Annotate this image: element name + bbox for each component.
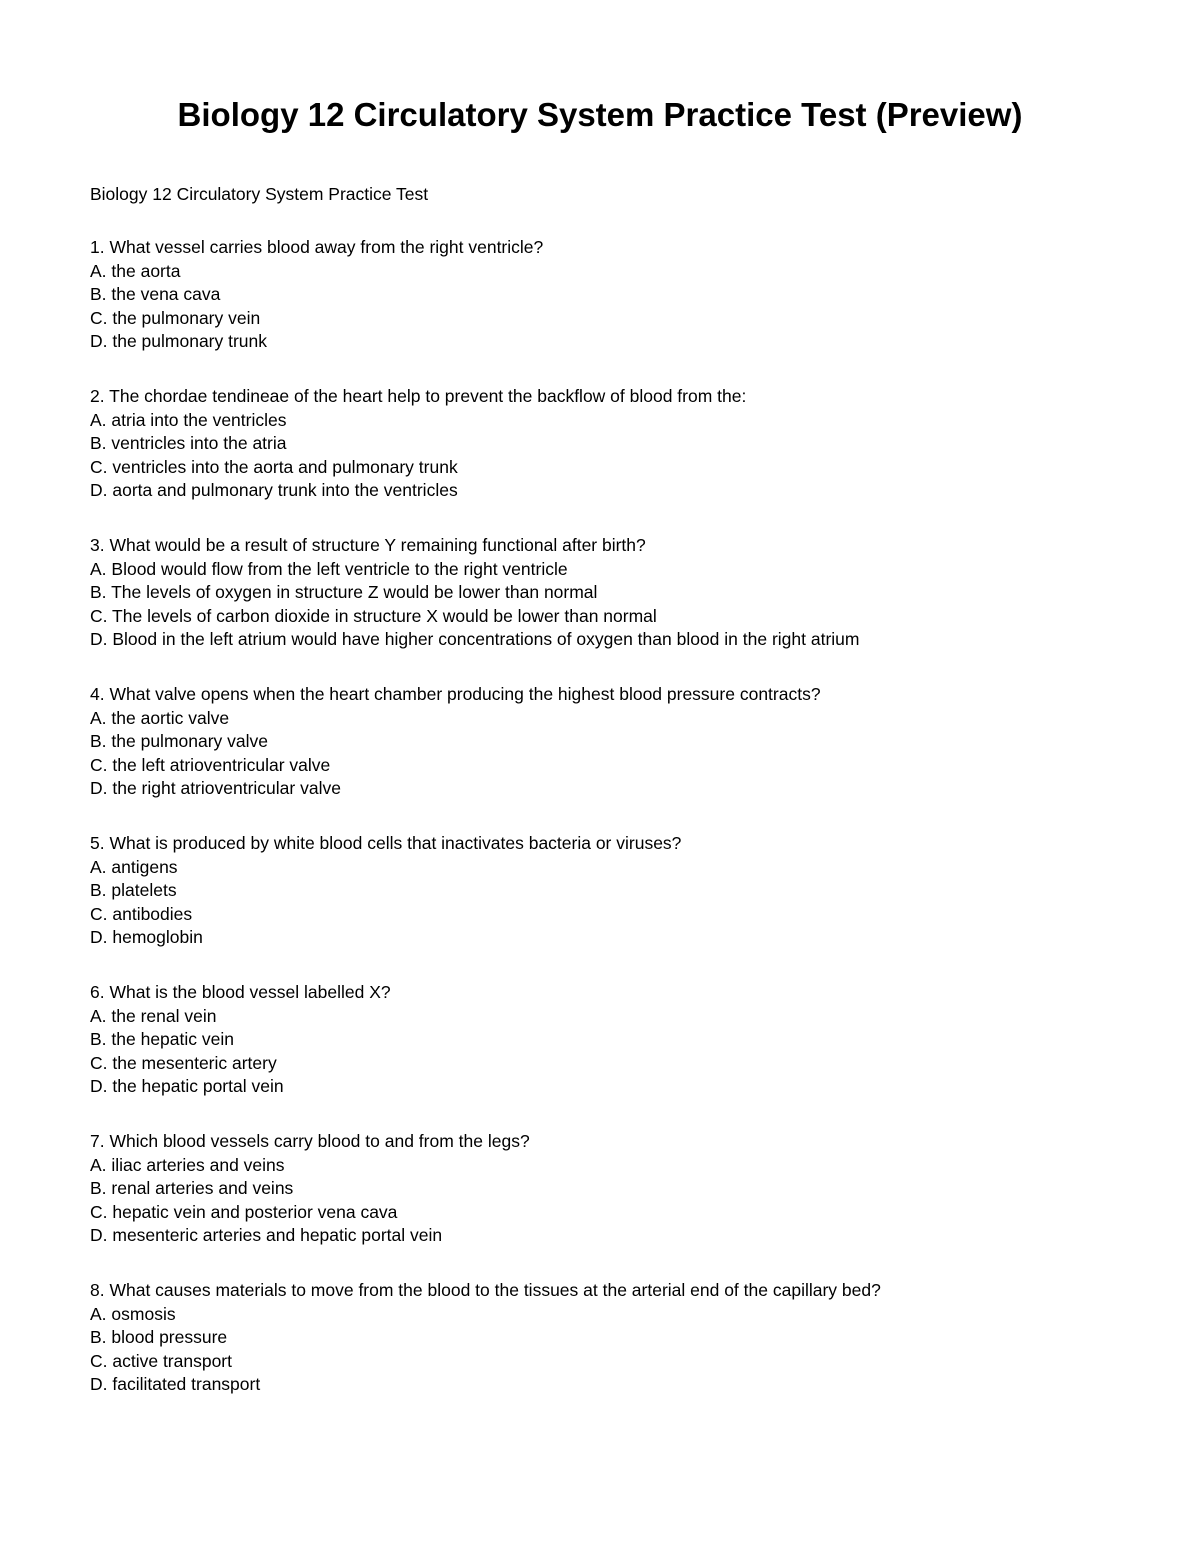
- answer-option-a: A. antigens: [90, 856, 178, 877]
- question-2: [90, 385, 1150, 534]
- question-8: [90, 1279, 1150, 1428]
- answer-option-d: D. aorta and pulmonary trunk into the ventricles: [90, 480, 458, 501]
- question-5: [90, 832, 1150, 981]
- question-prompt: 2. The chordae tendineae of the heart help to prevent the backflow of blood from the:: [90, 386, 747, 406]
- answer-option-b: B. The levels of oxygen in structure Z would be lower than normal: [90, 582, 598, 603]
- question-6: [90, 981, 1150, 1130]
- question-3: [90, 534, 1150, 683]
- answer-option-d: D. hemoglobin: [90, 927, 203, 948]
- answer-option-d: D. Blood in the left atrium would have higher concentrations of oxygen than blood in the right atrium: [90, 629, 860, 650]
- answer-option-d: D. facilitated transport: [90, 1374, 261, 1395]
- answer-option-a: A. osmosis: [90, 1303, 176, 1324]
- answer-option-c: C. the pulmonary vein: [90, 307, 261, 328]
- document-subtitle: Biology 12 Circulatory System Practice Test: [90, 184, 429, 204]
- answer-option-b: B. the pulmonary valve: [90, 731, 269, 752]
- question-prompt: 7. Which blood vessels carry blood to and from the legs?: [90, 1131, 530, 1151]
- question-prompt: 6. What is the blood vessel labelled X?: [90, 982, 391, 1002]
- answer-option-c: C. ventricles into the aorta and pulmonary trunk: [90, 456, 458, 477]
- question-prompt: 1. What vessel carries blood away from the right ventricle?: [90, 237, 544, 257]
- question-prompt: 5. What is produced by white blood cells that inactivates bacteria or viruses?: [90, 833, 682, 853]
- question-prompt: 4. What valve opens when the heart chamber producing the highest blood pressure contracts?: [90, 684, 821, 704]
- answer-option-b: B. platelets: [90, 880, 177, 901]
- answer-option-b: B. renal arteries and veins: [90, 1178, 294, 1199]
- document-title: Biology 12 Circulatory System Practice Test (Preview): [177, 96, 1023, 133]
- answer-option-a: A. the renal vein: [90, 1005, 217, 1026]
- answer-option-c: C. hepatic vein and posterior vena cava: [90, 1201, 398, 1222]
- answer-option-a: A. iliac arteries and veins: [90, 1154, 285, 1175]
- answer-option-b: B. blood pressure: [90, 1327, 228, 1348]
- answer-option-c: C. active transport: [90, 1350, 232, 1371]
- answer-option-d: D. mesenteric arteries and hepatic portal vein: [90, 1225, 443, 1246]
- answer-option-d: D. the right atrioventricular valve: [90, 778, 341, 799]
- answer-option-c: C. The levels of carbon dioxide in structure X would be lower than normal: [90, 605, 657, 626]
- answer-option-a: A. atria into the ventricles: [90, 409, 287, 430]
- question-4: [90, 683, 1150, 832]
- question-list: [90, 236, 1150, 1428]
- question-7: [90, 1130, 1150, 1279]
- answer-option-b: B. the hepatic vein: [90, 1029, 234, 1050]
- answer-option-a: A. Blood would flow from the left ventricle to the right ventricle: [90, 558, 568, 579]
- answer-option-b: B. the vena cava: [90, 284, 221, 305]
- question-prompt: 3. What would be a result of structure Y remaining functional after birth?: [90, 535, 646, 555]
- answer-option-d: D. the pulmonary trunk: [90, 331, 268, 352]
- answer-option-a: A. the aorta: [90, 260, 181, 281]
- answer-option-c: C. antibodies: [90, 903, 193, 924]
- question-1: [90, 236, 1150, 385]
- answer-option-c: C. the mesenteric artery: [90, 1052, 277, 1073]
- answer-option-a: A. the aortic valve: [90, 707, 230, 728]
- answer-option-c: C. the left atrioventricular valve: [90, 754, 331, 775]
- question-prompt: 8. What causes materials to move from the blood to the tissues at the arterial end of the capillary bed?: [90, 1280, 881, 1300]
- answer-option-d: D. the hepatic portal vein: [90, 1076, 284, 1097]
- answer-option-b: B. ventricles into the atria: [90, 433, 287, 454]
